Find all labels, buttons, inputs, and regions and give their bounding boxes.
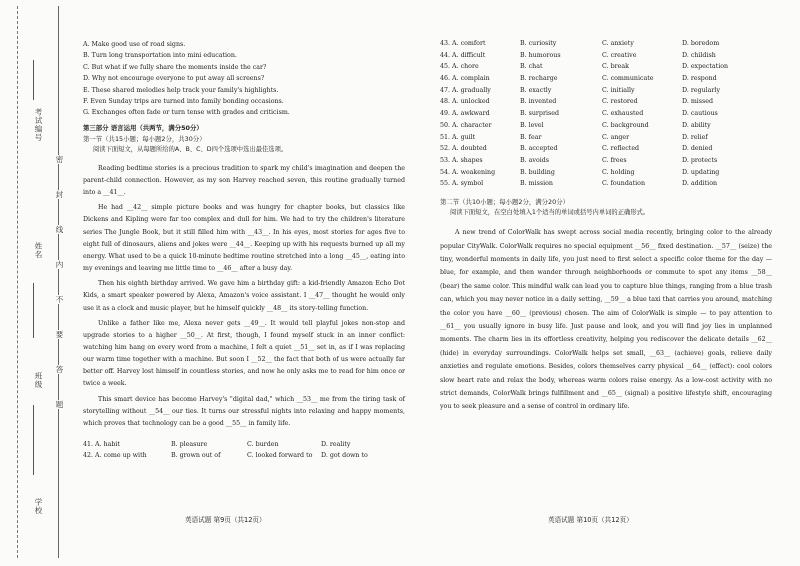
- choice: B. pleasure: [171, 440, 208, 448]
- choice: C. break: [602, 63, 629, 71]
- choice: C. anxiety: [602, 40, 634, 47]
- section-instruction: 阅读下面短文，在空白处填入1个适当的单词或括号内单词的正确形式。: [450, 209, 650, 217]
- choice: C. initially: [602, 86, 635, 94]
- left-column: [83, 40, 405, 464]
- binding-margin: [0, 0, 64, 566]
- choice: 54. A. weakening: [440, 168, 496, 176]
- page-footer-left: 英语试题 第9页（共12页）: [185, 516, 266, 524]
- option-e: E. These shared melodies help track your family's highlights.: [83, 86, 279, 94]
- choice: 44. A. difficult: [440, 51, 486, 59]
- name-blank[interactable]: [33, 283, 34, 338]
- choice: B. humorous: [520, 51, 561, 59]
- question-row: [440, 63, 772, 71]
- section-instruction: 阅读下面短文，从每题所给的A、B、C、D四个选项中选出最佳选项。: [93, 145, 288, 153]
- choice: 48. A. unlocked: [440, 98, 490, 106]
- choice: B. grown out of: [171, 452, 221, 460]
- exam-number-label: 考试编号: [34, 108, 43, 142]
- question-row: [440, 87, 772, 95]
- choice: C. holding: [602, 168, 635, 176]
- choice: B. accepted: [520, 145, 558, 153]
- choice: B. surprised: [520, 110, 559, 118]
- choice: D. relief: [682, 133, 708, 141]
- seal-line: [58, 6, 59, 558]
- passage-paragraph: Reading bedtime stories is a precious tradition to spark my child's imagination and deepen the parent-child connection. However, as my son Harvey reached seven, this routine gradually turned into a __41__.: [83, 164, 405, 196]
- question-row: [440, 169, 772, 177]
- part-title: 第三部分 语言运用（共两节，满分50分）: [83, 124, 203, 133]
- choice: D. reality: [321, 440, 351, 448]
- seal-char: 题: [53, 400, 66, 409]
- seal-char: 答: [53, 365, 66, 374]
- question-row: [440, 52, 772, 60]
- choice: 51. A. guilt: [440, 133, 476, 141]
- cut-line-outer: [17, 6, 18, 558]
- choice: D. updating: [682, 168, 720, 176]
- choice: D. boredom: [682, 40, 720, 47]
- choice: D. expectation: [682, 63, 729, 71]
- question-row: [440, 157, 772, 165]
- option-g: G. Exchanges often fade or turn tense with grades and criticism.: [83, 109, 290, 117]
- choice: 50. A. character: [440, 121, 492, 129]
- choice: C. reflected: [602, 145, 640, 153]
- option-f: F. Even Sunday trips are turned into family bonding occasions.: [83, 97, 284, 105]
- seal-char: 线: [53, 225, 66, 234]
- section-title: 第一节（共15小题；每小题2分，共30分）: [83, 134, 206, 143]
- seven-options-list: [83, 40, 405, 117]
- choice: 55. A. symbol: [440, 180, 484, 188]
- choice: D. missed: [682, 98, 714, 106]
- option-c: C. But what if we fully share the moments inside the car?: [83, 63, 267, 71]
- choice: B. exactly: [520, 86, 552, 94]
- name-label: 姓名: [34, 242, 43, 259]
- choice: B. chat: [520, 63, 543, 71]
- choice: 49. A. awkward: [440, 110, 490, 118]
- right-column: [440, 40, 772, 417]
- option-d: D. Why not encourage everyone to put away all screens?: [83, 75, 265, 83]
- option-a: A. Make good use of road signs.: [83, 41, 186, 48]
- option-b: B. Turn long transportation into mini education.: [83, 52, 237, 60]
- choice: 47. A. gradually: [440, 86, 491, 94]
- section-title: 第二节（共10小题；每小题2分，满分20分）: [440, 197, 569, 206]
- choice: 41. A. habit: [83, 440, 120, 448]
- choice: D. regularly: [682, 86, 720, 94]
- question-row: [440, 75, 772, 83]
- question-row: [440, 98, 772, 106]
- choice: 52. A. doubted: [440, 145, 487, 153]
- school-label: 学校: [34, 498, 43, 515]
- seal-char: 密: [53, 155, 66, 164]
- choice: C. burden: [247, 440, 279, 448]
- exam-number-blank[interactable]: [33, 60, 34, 100]
- choice: B. invented: [520, 98, 557, 106]
- choice: D. respond: [682, 75, 717, 83]
- choice: 46. A. complain: [440, 75, 490, 83]
- question-row: [440, 145, 772, 153]
- seal-char: 要: [53, 330, 66, 339]
- choice: 53. A. shapes: [440, 156, 483, 164]
- page-footer-right: 英语试题 第10页（共12页）: [548, 516, 633, 524]
- choice: 43. A. comfort: [440, 40, 486, 47]
- choice: D. childish: [682, 51, 716, 59]
- choice: C. communicate: [602, 75, 654, 83]
- choice: D. denied: [682, 145, 713, 153]
- choice: B. mission: [520, 180, 553, 188]
- seal-char: 内: [53, 260, 66, 269]
- choice: D. addition: [682, 180, 718, 188]
- choice: B. curiosity: [520, 40, 557, 47]
- choice: C. looked forward to: [247, 452, 313, 460]
- question-row: [440, 40, 772, 48]
- passage-paragraph: Unlike a father like me, Alexa never gets __49__. It would tell playful jokes non-stop and upgrade stories to a higher __50__. At first, though, I found myself stuck in an inner conflict: watching him hang on every word from a machine, I felt a quiet __51__ set in, as if I was replacing our warm time together with a machine. But soon I __52__ the fact that both of us were actually far better off. Harvey lost himself in countless stories, and now he only asks me to read for him once or twice a week.: [83, 320, 405, 388]
- choice: 45. A. chore: [440, 63, 479, 71]
- seal-char: 不: [53, 295, 66, 304]
- choice: B. level: [520, 121, 544, 129]
- cloze-passage: A new trend of ColorWalk has swept across social media recently, bringing color to the already popular CityWalk. ColorWalk requires no special equipment __56__ fixed destination. __57__ (seize) the tiny, wonderful moments in daily life, you just need to first select a specific color theme for the day — blue, for example, and then wander through neighborhoods or commute to spot any items __58__ (bear) the same color. This mindful walk can lead you to capture blue things, ranging from a blue trash can, which you may never notice in a daily setting, __59__ a blue taxi that carries you around, matching the color you have __60__ (previous) chosen. The aim of ColorWalk is simple — to pay attention to __61__ you usually ignore in busy life. Just pause and look, and you will find joy lies in unplanned moments. The charm lies in its effortless creativity, helping you rediscover the delicate details __62__ (hide) in everyday surroundings. ColorWalk helps set small, __63__ (achieve) goals, relieve daily anxieties and regulate emotions. Besides, colors themselves carry physical __64__ (effect): cool colors slow heart rate and relax the body, whereas warm colors raise energy. As a low-cost activity with no strict demands, ColorWalk brings fulfillment and __65__ (signal) a positive lifestyle shift, encouraging you to seek pleasure and a sense of control in ordinary life.: [440, 229, 772, 411]
- choice: C. foundation: [602, 180, 646, 188]
- choice: B. building: [520, 168, 555, 176]
- choice: D. got down to: [321, 452, 368, 460]
- passage-paragraph: He had __42__ simple picture books and was hungry for chapter books, but classics like Dickens and Kipling were far too complex and dull for him. We had to try the children's literature series The Jungle Book, but it still filled him with __43__. In his eyes, most stories for ages five to eight full of dinosaurs, aliens and jokes were __44__. Keeping up with his requests burned up all my energy. What used to be a quick 10-minute bedtime routine stretched into a long __45__, eating into my evenings and leaving me little time to __46__ after a busy day.: [83, 204, 405, 272]
- question-row: [440, 180, 772, 188]
- question-row: [440, 122, 772, 130]
- choice: B. fear: [520, 133, 542, 141]
- choice: C. background: [602, 121, 649, 129]
- choice: D. cautious: [682, 110, 718, 118]
- choice: B. avoids: [520, 156, 550, 164]
- seal-char: 封: [53, 190, 66, 199]
- question-row: [83, 441, 405, 449]
- class-blank[interactable]: [33, 405, 34, 475]
- choice: 42. A. come up with: [83, 452, 147, 460]
- passage-paragraph: Then his eighth birthday arrived. We gave him a birthday gift: a kid-friendly Amazon Echo Dot Kids, a smart speaker powered by Alexa, Amazon's voice assistant. I __47__ thought he would only use it as a clock and music player, but he himself quickly __48__ its story-telling function.: [83, 280, 405, 312]
- choice: C. anger: [602, 133, 630, 141]
- choice: C. exhausted: [602, 110, 644, 118]
- choice: B. recharge: [520, 75, 558, 83]
- choice: C. creative: [602, 51, 637, 59]
- choice: D. ability: [682, 121, 711, 129]
- question-row: [440, 134, 772, 142]
- choice: C. restored: [602, 98, 638, 106]
- passage-paragraph: This smart device has become Harvey's "digital dad," which __53__ me from the tiring task of storytelling without __54__ our ties. It turns our stressful nights into relaxing and happy moments, which proves that technology can be a good __55__ in family life.: [83, 395, 405, 428]
- question-row: [440, 110, 772, 118]
- choice: D. protects: [682, 156, 718, 164]
- class-label: 班级: [34, 372, 43, 389]
- choice: C. frees: [602, 156, 627, 164]
- question-row: [83, 452, 405, 460]
- question-list: [440, 40, 772, 189]
